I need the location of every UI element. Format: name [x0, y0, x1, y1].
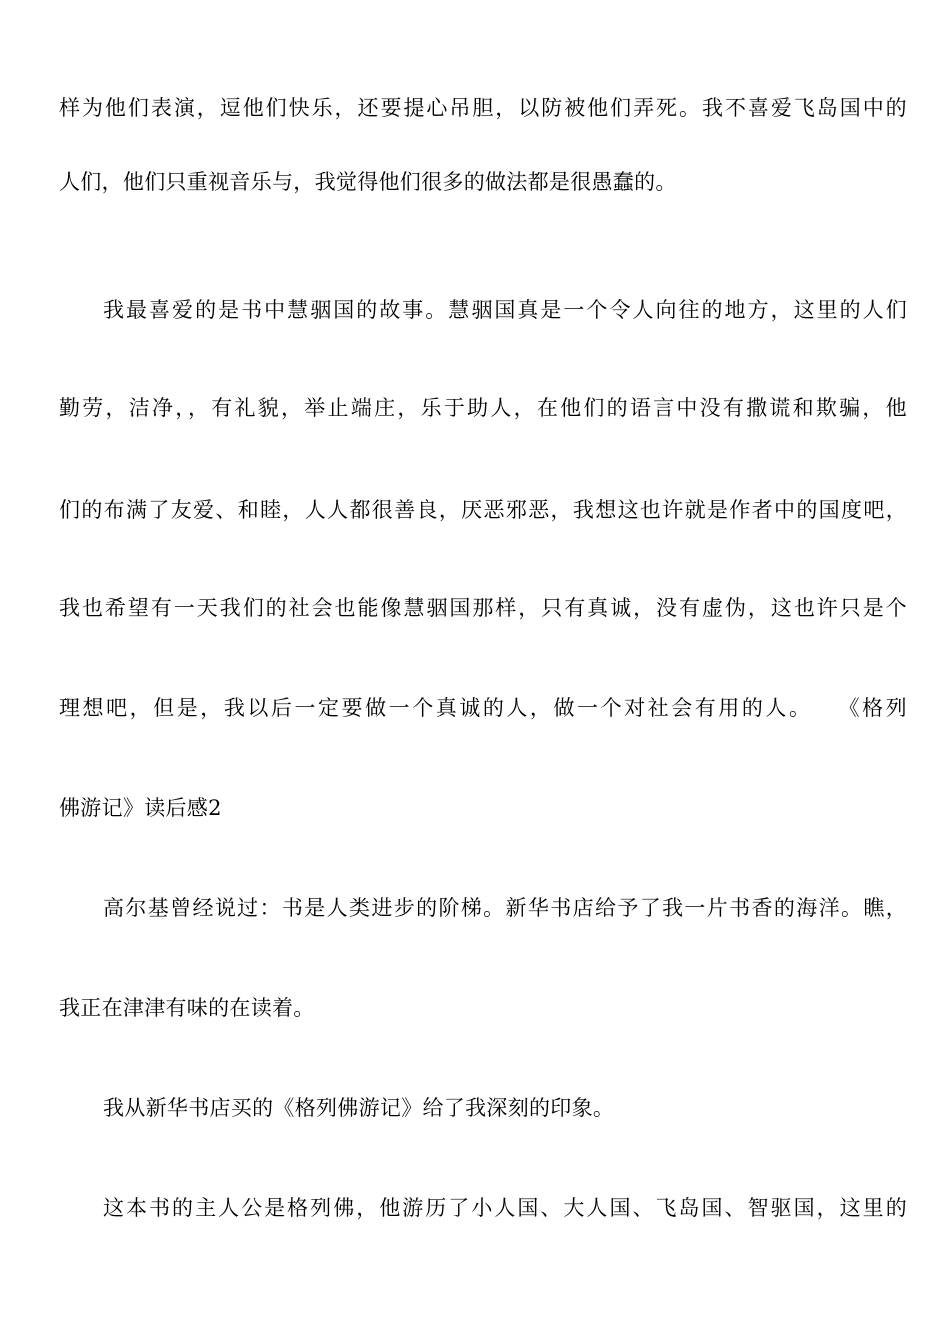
text-line: 样为他们表演，逗他们快乐，还要提心吊胆，以防被他们弄死。我不喜爱飞岛国中的 — [59, 96, 907, 120]
paragraph-start-line: 我最喜爱的是书中慧骃国的故事。慧骃国真是一个令人向往的地方，这里的人们 — [103, 298, 907, 322]
text-line: 们的布满了友爱、和睦，人人都很善良，厌恶邪恶，我想这也许就是作者中的国度吧， — [59, 498, 907, 522]
text-line: 我正在津津有味的在读着。 — [59, 996, 315, 1020]
text-line: 人们，他们只重视音乐与，我觉得他们很多的做法都是很愚蠢的。 — [59, 170, 677, 194]
paragraph-start-line: 高尔基曾经说过：书是人类进步的阶梯。新华书店给予了我一片书香的海洋。瞧， — [103, 896, 907, 920]
paragraph-start-line: 这本书的主人公是格列佛，他游历了小人国、大人国、飞岛国、智驱国，这里的 — [103, 1196, 907, 1220]
paragraph-start-line: 我从新华书店买的《格列佛游记》给了我深刻的印象。 — [103, 1096, 615, 1120]
text-line: 理想吧，但是，我以后一定要做一个真诚的人，做一个对社会有用的人。 《格列 — [59, 696, 907, 720]
section-heading: 佛游记》读后感2 — [59, 796, 222, 820]
text-line: 我也希望有一天我们的社会也能像慧骃国那样，只有真诚，没有虚伪，这也许只是个 — [59, 596, 907, 620]
text-line: 勤劳，洁净，，有礼貌，举止端庄，乐于助人，在他们的语言中没有撒谎和欺骗，他 — [59, 396, 907, 420]
